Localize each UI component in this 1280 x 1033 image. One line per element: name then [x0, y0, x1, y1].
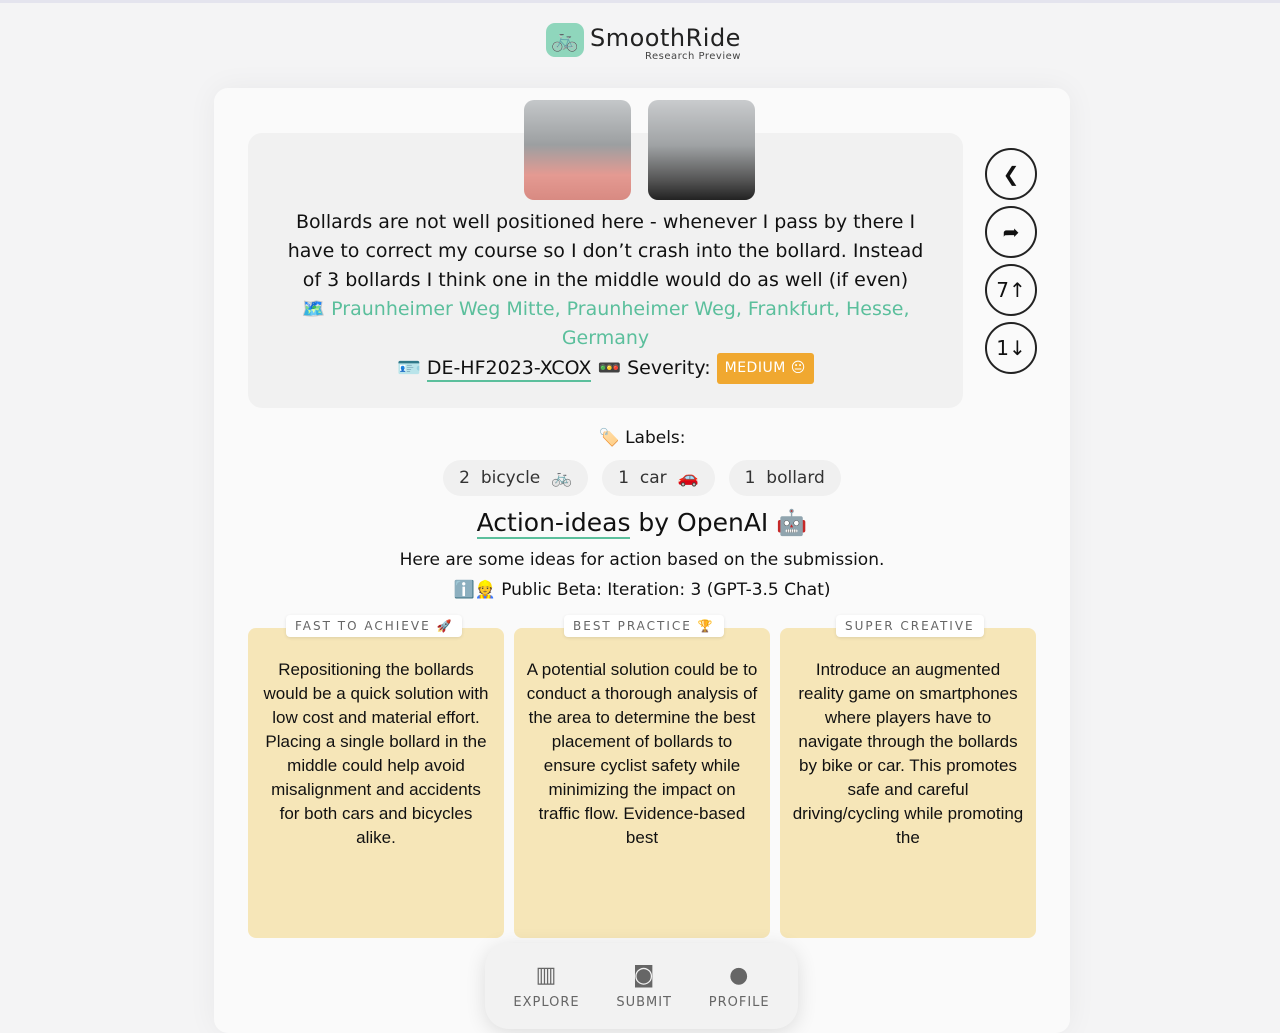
idea-tag-fast: FAST TO ACHIEVE 🚀	[286, 615, 462, 637]
action-ideas-heading: Action-ideas by OpenAI 🤖	[476, 508, 808, 537]
idea-card-fast: Repositioning the bollards would be a quick solution with low cost and material effort. Placing a single bollard in the middle could help avoid misalignment and accidents for both cars and bicycles alike.	[248, 628, 504, 938]
share-button[interactable]	[985, 206, 1037, 258]
upvote-count: 7	[996, 278, 1009, 302]
label-chip[interactable]: 2 bicycle 🚲	[443, 460, 588, 496]
label-chips	[214, 460, 1070, 496]
map-icon: 🗺️	[301, 298, 332, 320]
user-icon: ●	[729, 962, 750, 988]
id-card-icon: 🪪	[397, 357, 421, 379]
labels-heading: 🏷️ Labels:	[598, 428, 686, 448]
bicycle-logo-icon: 🚲	[546, 23, 584, 57]
chevron-left-icon: ❮	[1002, 162, 1020, 186]
submission-photo-2[interactable]	[648, 100, 755, 200]
location-link[interactable]: 🗺️ Praunheimer Weg Mitte, Praunheimer Weg, Frankfurt, Hesse, Germany	[301, 298, 910, 349]
traffic-light-icon: 🚥	[597, 357, 622, 379]
label-chip[interactable]: 1 car 🚗	[602, 460, 714, 496]
bicycle-icon: 🚲	[551, 468, 573, 488]
camera-icon: ◙	[632, 962, 656, 988]
severity-label: Severity:	[627, 357, 711, 379]
car-icon: 🚗	[677, 468, 699, 488]
bottom-nav	[485, 943, 798, 1029]
brand-logo[interactable]	[546, 23, 741, 67]
downvote-button[interactable]	[985, 322, 1037, 374]
idea-card-best-practice: A potential solution could be to conduct a thorough analysis of the area to determine the best placement of bollards to ensure cyclist safety while minimizing the impact on traffic flow. Evidence-based best	[514, 628, 770, 938]
idea-tag-best-practice: BEST PRACTICE 🏆	[564, 615, 724, 637]
brand-name: SmoothRide	[590, 24, 741, 52]
map-icon: ▥	[535, 962, 558, 988]
submission-id[interactable]: DE-HF2023-XCOX	[427, 356, 592, 382]
submission-photo-1[interactable]	[524, 100, 631, 200]
upvote-button[interactable]	[985, 264, 1037, 316]
back-button[interactable]	[985, 148, 1037, 200]
share-arrow-icon: ➦	[1002, 220, 1020, 244]
label-icon: 🏷️	[598, 428, 620, 448]
severity-badge: MEDIUM 😐	[717, 353, 814, 384]
arrow-up-icon: ↑	[1008, 278, 1026, 302]
submission-panel	[214, 88, 1070, 1033]
beta-info: ℹ️👷 Public Beta: Iteration: 3 (GPT-3.5 Chat)	[453, 580, 831, 600]
idea-tag-creative: SUPER CREATIVE	[836, 615, 984, 637]
submission-description: Bollards are not well positioned here - whenever I pass by there I have to correct my course so I don’t crash into the bollard. Instead of 3 bollards I think one in the middle would do as well (if even)	[287, 211, 924, 291]
arrow-down-icon: ↓	[1008, 336, 1026, 360]
downvote-count: 1	[996, 336, 1009, 360]
nav-explore[interactable]: ▥ EXPLORE	[513, 962, 580, 1010]
nav-submit[interactable]: ◙ SUBMIT	[616, 962, 672, 1010]
brand-subtitle: Research Preview	[644, 51, 741, 62]
idea-card-creative: Introduce an augmented reality game on smartphones where players have to navigate through the bollards by bike or car. This promotes safe and careful driving/cycling while promoting the	[780, 628, 1036, 938]
nav-profile[interactable]: ● PROFILE	[708, 962, 770, 1010]
label-chip[interactable]: 1 bollard	[729, 460, 841, 496]
action-ideas-intro: Here are some ideas for action based on the submission.	[399, 550, 885, 570]
